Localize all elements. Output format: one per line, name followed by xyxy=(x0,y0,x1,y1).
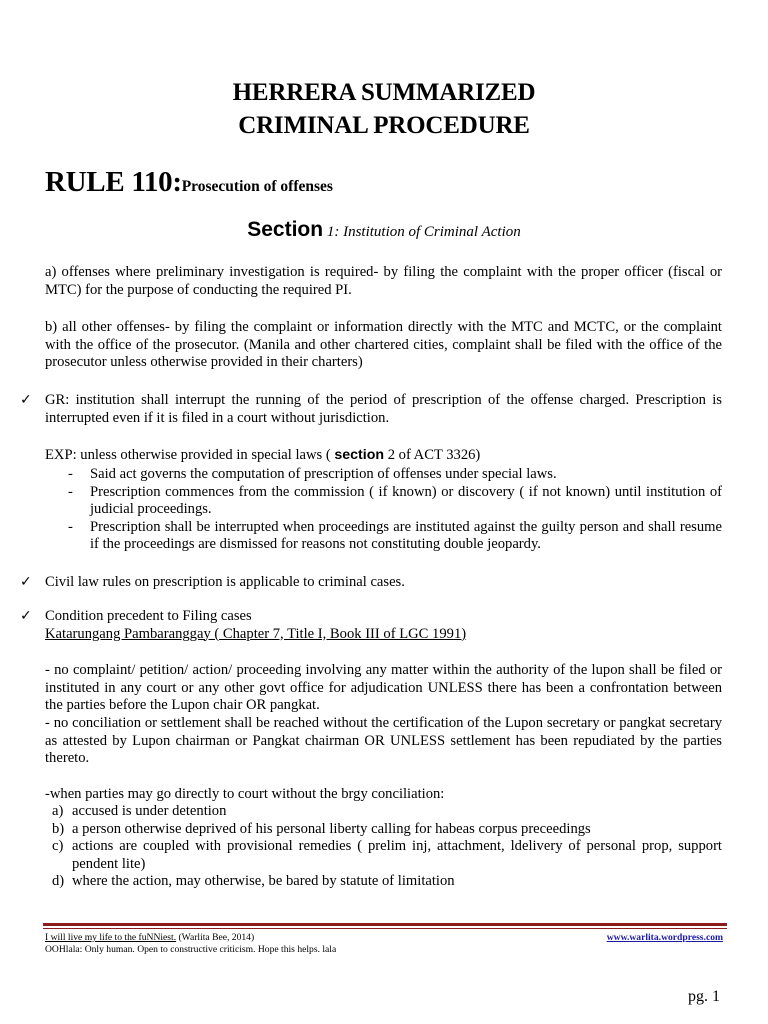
section-word: Section xyxy=(247,218,324,241)
direct-court-intro: -when parties may go directly to court without the brgy conciliation: xyxy=(45,786,445,802)
rule-subtitle: Prosecution of offenses xyxy=(181,178,333,195)
list-item xyxy=(52,803,722,821)
paragraph-b: b) all other offenses- by filing the complaint or information directly with the MTC and MCTC, or the complaint with the office of the prosecutor. (Manila and other chartered cities, complaint shall be filed with the office of the prosecutor unless otherwise provided in their charters) xyxy=(45,319,722,371)
list-marker: c) xyxy=(52,838,64,855)
general-rule-text: GR: institution shall interrupt the running of the period of prescription of the offense charged. Prescription is interrupted even if it is filed in a court without jurisdiction. xyxy=(45,392,722,426)
list-item xyxy=(52,873,722,891)
title-line-2: CRIMINAL PROCEDURE xyxy=(238,112,530,139)
title-line-1: HERRERA SUMMARIZED xyxy=(232,79,536,106)
list-item xyxy=(68,466,722,484)
lupon-paragraph-2: - no conciliation or settlement shall be reached without the certification of the Lupon secretary or pangkat secretary as attested by Lupon chairman or Pangkat chairman OR UNLESS settlement has been repudiated by the parties thereto. xyxy=(45,715,722,767)
list-item xyxy=(68,519,722,554)
rule-heading xyxy=(45,166,333,199)
civil-law-text: Civil law rules on prescription is applicable to criminal cases. xyxy=(45,574,405,590)
footer-divider xyxy=(43,923,727,926)
section-heading xyxy=(0,218,768,242)
list-item-text: a person otherwise deprived of his personal liberty calling for habeas corpus preceedings xyxy=(72,820,591,837)
civil-checkmark-icon: ✓ xyxy=(20,574,32,590)
lupon-paragraph-1: - no complaint/ petition/ action/ proceeding involving any matter within the authority of the lupon shall be filed or instituted in any court or any other govt office for adjudication UNLESS there has been a confrontation between the parties before the Lupon chair OR pangkat. xyxy=(45,662,722,714)
condition-text: Condition precedent to Filing cases xyxy=(45,608,252,624)
rule-number: RULE 110: xyxy=(45,166,182,198)
list-item-text: accused is under detention xyxy=(72,803,227,819)
katarungang-reference: Katarungang Pambaranggay ( Chapter 7, Title I, Book III of LGC 1991) xyxy=(45,625,467,642)
list-marker: b) xyxy=(52,820,65,837)
list-marker: d) xyxy=(52,873,65,890)
exception-suffix: 2 of ACT 3326) xyxy=(384,447,481,463)
list-item-text: where the action, may otherwise, be bared by statute of limitation xyxy=(72,873,455,890)
footer-divider-thin xyxy=(43,928,727,929)
exception-item-text: Prescription commences from the commission ( if known) or discovery ( if not known) until institution of judicial proceedings. xyxy=(90,483,722,518)
dash-marker: - xyxy=(68,466,73,482)
list-item xyxy=(52,838,722,873)
dash-marker: - xyxy=(68,518,73,535)
section-subtitle: 1: Institution of Criminal Action xyxy=(323,224,521,240)
list-item xyxy=(52,821,722,839)
page-number: pg. 1 xyxy=(688,988,720,1005)
website-link[interactable]: www.warlita.wordpress.com xyxy=(606,932,723,943)
list-marker: a) xyxy=(52,803,64,819)
footer-tagline: OOHlala: Only human. Open to constructive criticism. Hope this helps. lala xyxy=(45,944,337,955)
condition-precedent xyxy=(45,608,722,643)
list-item-text: actions are coupled with provisional remedies ( prelim inj, attachment, ldelivery of personal prop, support pendent lite) xyxy=(72,838,722,872)
footer-quote-credit: (Warlita Bee, 2014) xyxy=(176,932,255,943)
dash-marker: - xyxy=(68,483,73,500)
exception-list xyxy=(68,466,722,554)
footer-quote xyxy=(45,932,254,944)
page-title xyxy=(0,76,768,142)
exception-item-text: Said act governs the computation of prescription of offenses under special laws. xyxy=(90,466,557,482)
exception-prefix: EXP: unless otherwise provided in special laws ( xyxy=(45,447,335,463)
exception-line xyxy=(45,447,722,465)
condition-checkmark-icon: ✓ xyxy=(20,608,32,624)
exception-item-text: Prescription shall be interrupted when proceedings are instituted against the guilty person and shall resume if the proceedings are dismissed for reasons not constituting double jeopardy. xyxy=(90,518,722,553)
exception-section-word: section xyxy=(334,447,385,463)
list-item xyxy=(68,484,722,519)
footer-quote-text: I will live my life to the fuNNiest. xyxy=(45,932,177,943)
footer-website[interactable] xyxy=(607,932,723,944)
direct-court-list xyxy=(52,803,722,891)
paragraph-a: a) offenses where preliminary investigation is required- by filing the complaint with the proper officer (fiscal or MTC) for the purpose of conducting the required PI. xyxy=(45,264,722,298)
gr-checkmark-icon: ✓ xyxy=(20,392,32,408)
